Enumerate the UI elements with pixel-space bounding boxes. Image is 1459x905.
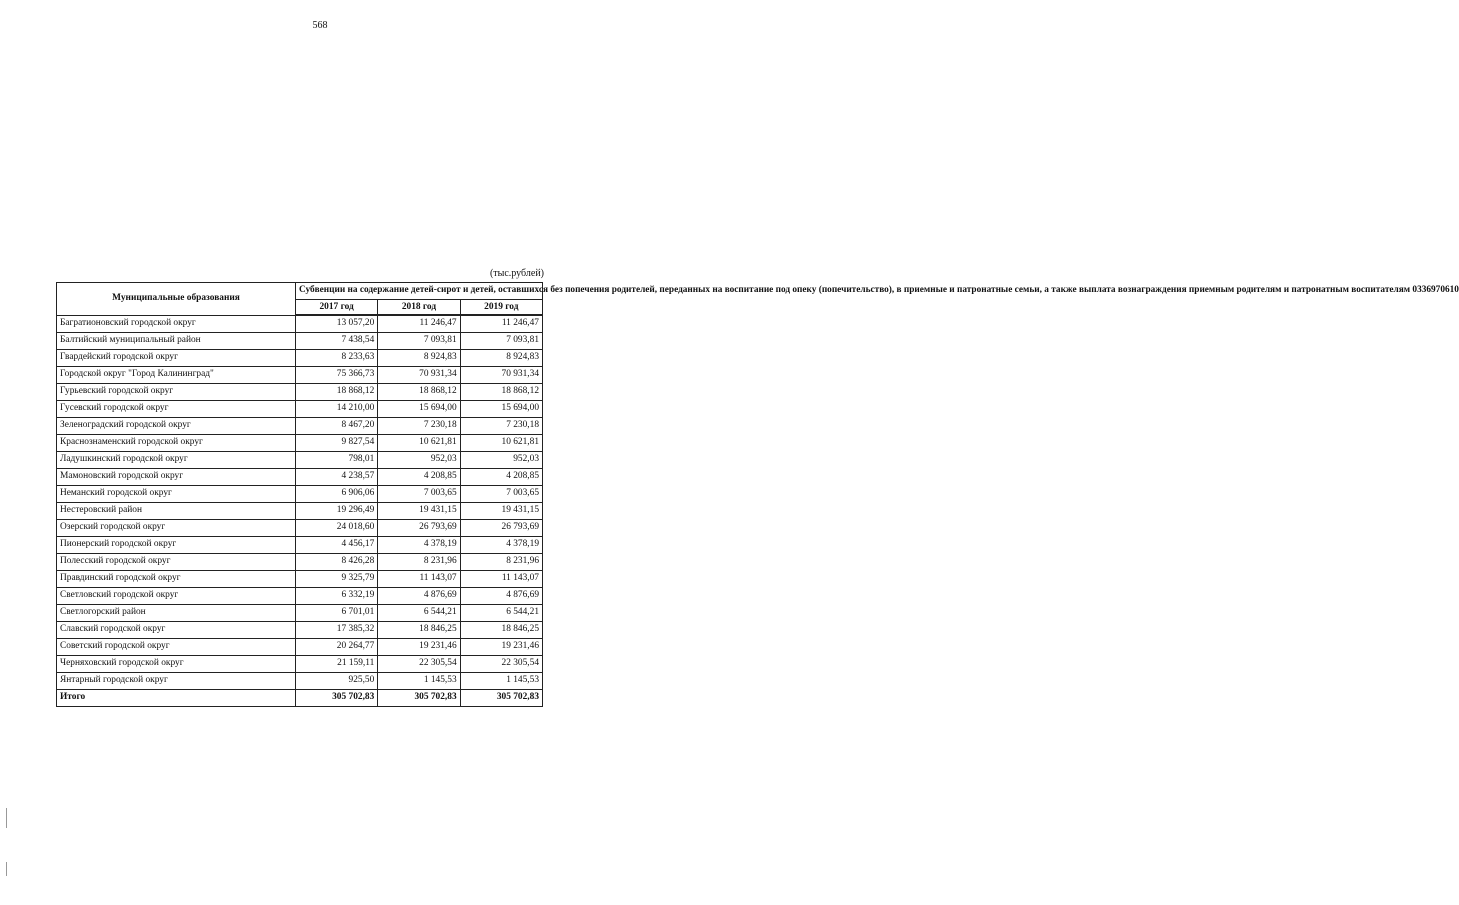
municipality-name: Гусевский городской округ [57, 401, 296, 418]
amount-cell: 8 426,28 [295, 554, 377, 571]
municipality-name: Зеленоградский городской округ [57, 418, 296, 435]
municipality-name: Славский городской округ [57, 622, 296, 639]
amount-cell: 4 208,85 [460, 469, 542, 486]
units-label: (тыс.рублей) [489, 268, 544, 279]
amount-cell: 21 159,11 [295, 656, 377, 673]
municipality-name: Черняховский городской округ [57, 656, 296, 673]
amount-cell: 4 208,85 [378, 469, 460, 486]
municipality-name: Советский городской округ [57, 639, 296, 656]
amount-cell: 7 438,54 [295, 333, 377, 350]
municipality-name: Пионерский городской округ [57, 537, 296, 554]
amount-cell: 18 868,12 [378, 384, 460, 401]
total-value: 305 702,83 [378, 690, 460, 707]
municipality-name: Балтийский муниципальный район [57, 333, 296, 350]
amount-cell: 22 305,54 [378, 656, 460, 673]
municipality-name: Светлогорский район [57, 605, 296, 622]
amount-cell: 952,03 [378, 452, 460, 469]
amount-cell: 7 003,65 [460, 486, 542, 503]
municipality-name: Городской округ "Город Калининград" [57, 367, 296, 384]
amount-cell: 4 456,17 [295, 537, 377, 554]
table-row [57, 367, 543, 384]
table-row [57, 571, 543, 588]
municipality-name: Мамоновский городской округ [57, 469, 296, 486]
municipality-name: Янтарный городской округ [57, 673, 296, 690]
scan-edge-mark [6, 862, 7, 876]
amount-cell: 4 876,69 [460, 588, 542, 605]
amount-cell: 20 264,77 [295, 639, 377, 656]
amount-cell: 15 694,00 [460, 401, 542, 418]
amount-cell: 8 924,83 [460, 350, 542, 367]
amount-cell: 17 385,32 [295, 622, 377, 639]
amount-cell: 11 246,47 [460, 315, 542, 333]
amount-cell: 8 924,83 [378, 350, 460, 367]
amount-cell: 11 143,07 [378, 571, 460, 588]
amount-cell: 24 018,60 [295, 520, 377, 537]
amount-cell: 11 246,47 [378, 315, 460, 333]
amount-cell: 4 378,19 [378, 537, 460, 554]
municipality-name: Нестеровский район [57, 503, 296, 520]
amount-cell: 6 544,21 [378, 605, 460, 622]
amount-cell: 18 868,12 [460, 384, 542, 401]
amount-cell: 18 868,12 [295, 384, 377, 401]
amount-cell: 6 906,06 [295, 486, 377, 503]
table-row [57, 315, 543, 333]
table-row [57, 656, 543, 673]
table-row [57, 469, 543, 486]
table-row [57, 537, 543, 554]
table-row [57, 435, 543, 452]
amount-cell: 4 238,57 [295, 469, 377, 486]
amount-cell: 26 793,69 [378, 520, 460, 537]
amount-cell: 7 093,81 [378, 333, 460, 350]
total-value: 305 702,83 [460, 690, 542, 707]
amount-cell: 9 325,79 [295, 571, 377, 588]
amount-cell: 19 231,46 [460, 639, 542, 656]
municipality-name: Правдинский городской округ [57, 571, 296, 588]
year-header: 2018 год [378, 300, 460, 316]
amount-cell: 4 876,69 [378, 588, 460, 605]
amount-cell: 11 143,07 [460, 571, 542, 588]
amount-cell: 19 431,15 [460, 503, 542, 520]
amount-cell: 6 332,19 [295, 588, 377, 605]
amount-cell: 19 296,49 [295, 503, 377, 520]
table-row [57, 503, 543, 520]
table-row [57, 401, 543, 418]
municipality-name: Гвардейский городской округ [57, 350, 296, 367]
table-row [57, 554, 543, 571]
amount-cell: 952,03 [460, 452, 542, 469]
amount-cell: 10 621,81 [378, 435, 460, 452]
municipality-name: Гурьевский городской округ [57, 384, 296, 401]
amount-cell: 7 230,18 [460, 418, 542, 435]
table-row [57, 673, 543, 690]
year-header: 2019 год [460, 300, 542, 316]
amount-cell: 7 003,65 [378, 486, 460, 503]
amount-cell: 26 793,69 [460, 520, 542, 537]
municipality-name: Багратионовский городской округ [57, 315, 296, 333]
table-row [57, 622, 543, 639]
amount-cell: 19 231,46 [378, 639, 460, 656]
amount-cell: 15 694,00 [378, 401, 460, 418]
table-row [57, 384, 543, 401]
municipality-name: Полесский городской округ [57, 554, 296, 571]
table-row [57, 418, 543, 435]
amount-cell: 9 827,54 [295, 435, 377, 452]
amount-cell: 4 378,19 [460, 537, 542, 554]
table-row [57, 520, 543, 537]
amount-cell: 925,50 [295, 673, 377, 690]
table-row [57, 639, 543, 656]
total-value: 305 702,83 [295, 690, 377, 707]
table-row [57, 452, 543, 469]
table-body [57, 315, 543, 707]
municipality-name: Ладушкинский городской округ [57, 452, 296, 469]
amount-cell: 13 057,20 [295, 315, 377, 333]
scan-edge-mark [6, 808, 7, 828]
table-row [57, 588, 543, 605]
amount-cell: 6 701,01 [295, 605, 377, 622]
table-row [57, 605, 543, 622]
municipality-name: Светловский городской округ [57, 588, 296, 605]
amount-cell: 18 846,25 [378, 622, 460, 639]
amount-cell: 22 305,54 [460, 656, 542, 673]
amount-cell: 8 231,96 [378, 554, 460, 571]
amount-cell: 75 366,73 [295, 367, 377, 384]
amount-cell: 70 931,34 [378, 367, 460, 384]
amount-cell: 8 231,96 [460, 554, 542, 571]
total-row [57, 690, 543, 707]
amount-cell: 6 544,21 [460, 605, 542, 622]
amount-cell: 1 145,53 [378, 673, 460, 690]
amount-cell: 19 431,15 [378, 503, 460, 520]
table-row [57, 350, 543, 367]
table-row [57, 333, 543, 350]
amount-cell: 8 233,63 [295, 350, 377, 367]
subsidy-group-header: Субвенции на содержание детей-сирот и детей, оставшихся без попечения родителей, переданных на воспитание под опеку (попечительство), в приемные и патронатные семьи, а также выплата вознаграждения приемным родителям и патронатным воспитателям 0336970610 [295, 283, 542, 300]
amount-cell: 8 467,20 [295, 418, 377, 435]
amount-cell: 798,01 [295, 452, 377, 469]
amount-cell: 10 621,81 [460, 435, 542, 452]
total-label: Итого [57, 690, 296, 707]
municipality-name: Озерский городской округ [57, 520, 296, 537]
municipalities-column-header: Муниципальные образования [57, 283, 296, 316]
municipality-name: Краснознаменский городской округ [57, 435, 296, 452]
table-row [57, 486, 543, 503]
amount-cell: 14 210,00 [295, 401, 377, 418]
amount-cell: 18 846,25 [460, 622, 542, 639]
amount-cell: 1 145,53 [460, 673, 542, 690]
subsidy-table [56, 282, 1459, 707]
page-number: 568 [312, 20, 328, 31]
amount-cell: 7 093,81 [460, 333, 542, 350]
amount-cell: 70 931,34 [460, 367, 542, 384]
municipality-name: Неманский городской округ [57, 486, 296, 503]
amount-cell: 7 230,18 [378, 418, 460, 435]
year-header: 2017 год [295, 300, 377, 316]
